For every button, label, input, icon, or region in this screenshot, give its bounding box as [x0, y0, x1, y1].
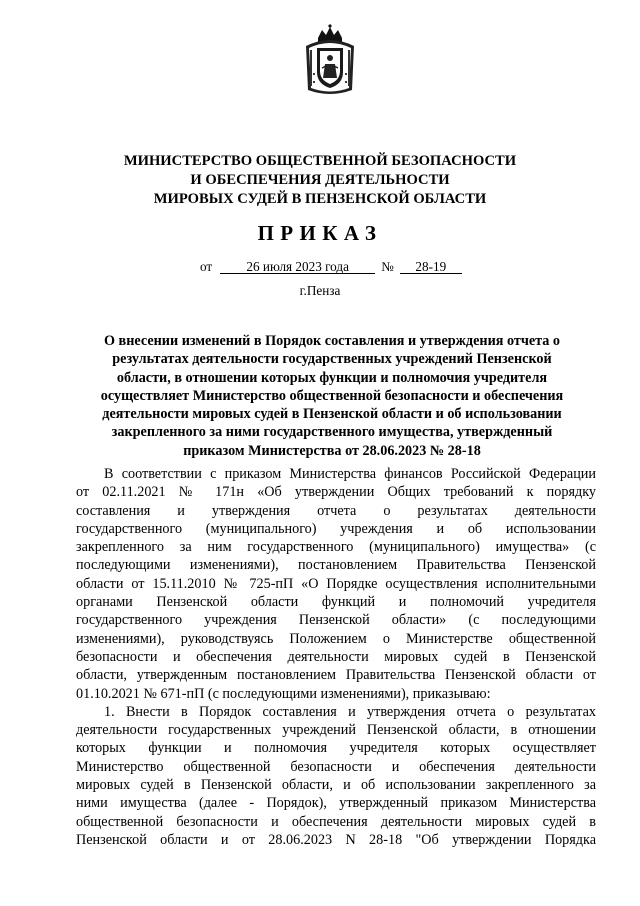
body-line: области, утвержденным постановлением Правительства Пензенской области от [76, 667, 596, 684]
body-line: составления и утверждения отчета о результатах деятельности [76, 502, 596, 519]
number-label: № [381, 259, 394, 274]
subject-line: осуществляет Министерство общественной безопасности и обеспечения [100, 387, 564, 404]
body-line: В соответствии с приказом Министерства финансов Российской Федерации [104, 466, 596, 482]
document-type-title: ПРИКАЗ [257, 221, 383, 245]
body-line: Министерство общественной безопасности и обеспечения деятельности [76, 758, 596, 775]
order-body [76, 465, 596, 849]
coat-of-arms-icon [302, 24, 358, 96]
body-line: общественной безопасности и обеспечения деятельности мировых судей в [76, 813, 596, 830]
subject-line: результатах деятельности государственных учреждений Пензенской [112, 351, 552, 368]
body-line: государственного (муниципального) учреждения и об использовании [76, 520, 596, 537]
ministry-name [0, 152, 640, 209]
ministry-name-line: МИРОВЫХ СУДЕЙ В ПЕНЗЕНСКОЙ ОБЛАСТИ [153, 191, 487, 207]
order-number: 28-19 [400, 260, 462, 274]
ministry-name-line: И ОБЕСПЕЧЕНИЯ ДЕЯТЕЛЬНОСТИ [190, 172, 450, 188]
order-date-number-line [200, 259, 462, 275]
body-line: 1. Внести в Порядок составления и утверждения отчета о результатах [104, 703, 596, 720]
body-line: последующими изменениями), постановлением Правительства Пензенской [76, 557, 596, 574]
from-label: от [200, 259, 213, 274]
body-line: изменениями), руководствуясь Положением о Министерстве общественной [76, 630, 596, 647]
body-line: безопасности и обеспечения деятельности мировых судей в Пензенской [76, 648, 596, 665]
subject-line: деятельности мировых судей в Пензенской области и об использовании [102, 406, 562, 423]
order-subject [82, 332, 582, 460]
body-line: государственного учреждения Пензенской области» (с последующими [76, 612, 596, 629]
body-line: закрепленного за ним государственного (муниципального) имущества» (с [76, 539, 596, 556]
subject-line: О внесении изменений в Порядок составления и утверждения отчета о [103, 333, 561, 349]
body-line: деятельности государственных учреждений Пензенской области, в отношении [76, 722, 596, 739]
ministry-name-line: МИНИСТЕРСТВО ОБЩЕСТВЕННОЙ БЕЗОПАСНОСТИ [123, 153, 517, 169]
body-line: мировых судей в Пензенской области, и об использовании закрепленного за [76, 777, 596, 794]
body-line: от 02.11.2021 № 171н «Об утверждении Общих требований к порядку [76, 484, 596, 501]
order-date: 26 июля 2023 года [220, 260, 375, 274]
body-line: ними имущества (далее - Порядок), утвержденный приказом Министерства [76, 795, 596, 812]
subject-line: области, в отношении которых функции и полномочия учредителя [116, 369, 548, 386]
body-line: области от 15.11.2010 № 725-пП «О Порядке осуществления исполнительными [76, 575, 596, 592]
subject-line: приказом Министерства от 28.06.2023 № 28-18 [183, 442, 481, 459]
order-city: г.Пенза [299, 283, 341, 298]
body-line: 01.10.2021 № 671-пП (с последующими изменениями), приказываю: [76, 685, 491, 702]
body-line: органами Пензенской области функций и полномочий учредителя [76, 594, 596, 611]
subject-line: закрепленного за ними государственного имущества, утвержденный [111, 424, 553, 441]
body-line: которых функции и полномочия учредителя которых осуществляет [76, 740, 596, 757]
body-line: Пензенской области и от 28.06.2023 N 28-18 "Об утверждении Порядка [76, 831, 596, 848]
